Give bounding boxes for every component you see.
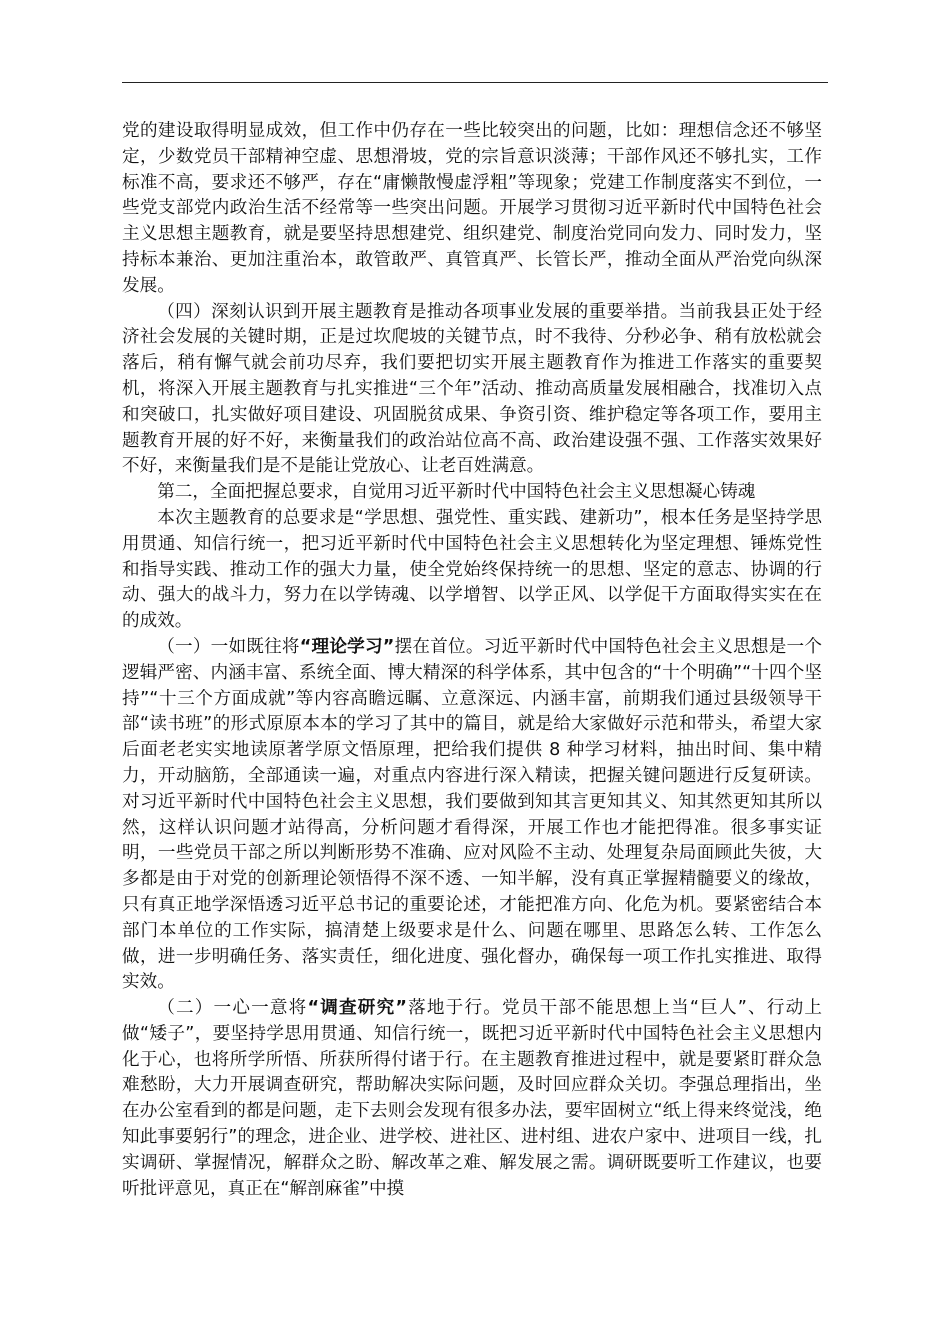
paragraph-5 [122,996,822,1202]
section-heading-2-text: 第二，全面把握总要求，自觉用习近平新时代中国特色社会主义思想凝心铸魂 [157,482,756,503]
paragraph-1-text: 党的建设取得明显成效，但工作中仍存在一些比较突出的问题，比如：理想信念还不够坚定，少数党员干部精神空虚、思想滑坡，党的宗旨意识淡薄；干部作风还不够扎实，工作标准不高，要求还不够严，存在“庸懒散慢虚浮粗”等现象；党建工作制度落实不到位，一些党支部党内政治生活不经常等一些突出问题。开展学习贯彻习近平新时代中国特色社会主义思想主题教育，就是要坚持思想建党、组织建党、制度治党同向发力、同时发力，坚持标本兼治、更加注重治本，敢管敢严、真管真严、长管长严，推动全面从严治党向纵深发展。 [122,121,822,296]
paragraph-5-lead: （二）一心一意将 [157,998,308,1019]
paragraph-4-text: 摆在首位。习近平新时代中国特色社会主义思想是一个逻辑严密、内涵丰富、系统全面、博大精深的科学体系，其中包含的“十个明确”“十四个坚持”“十三个方面成就”等内容高瞻远瞩、立意深远、内涵丰富，前期我们通过县级领导干部“读书班”的形式原原本本的学习了其中的篇目，就是给大家做好示范和带头，希望大家后面老老实实地读原著学原文悟原理，把给我们提供 8 种学习材料，抽出时间、集中精力，开动脑筋，全部通读一遍，对重点内容进行深入精读，把握关键问题进行反复研读。对习近平新时代中国特色社会主义思想，我们要做到知其言更知其义、知其然更知其所以然，这样认识问题才站得高，分析问题才看得深，开展工作也才能把得准。很多事实证明，一些党员干部之所以判断形势不准确、应对风险不主动、处理复杂局面顾此失彼，大多都是由于对党的创新理论领悟得不深不透、一知半解，没有真正掌握精髓要义的缘故，只有真正地学深悟透习近平总书记的重要论述，才能把准方向、化危为机。要紧密结合本部门本单位的工作实际，搞清楚上级要求是什么、问题在哪里、思路怎么转、工作怎么做，进一步明确任务、落实责任，细化进度、强化督办，确保每一项工作扎实推进、取得实效。 [122,636,822,993]
header-rule [122,82,828,83]
paragraph-4-bold-term: “理论学习” [299,636,395,657]
paragraph-3-text: 本次主题教育的总要求是“学思想、强党性、重实践、建新功”，根本任务是坚持学思用贯通、知信行统一，把习近平新时代中国特色社会主义思想转化为坚定理想、锤炼党性和指导实践、推动工作的强大力量，使全党始终保持统一的思想、坚定的意志、协调的行动、强大的战斗力，努力在以学铸魂、以学增智、以学正风、以学促干方面取得实实在在的成效。 [122,507,822,632]
paragraph-5-bold-term: “调查研究” [307,998,407,1019]
document-body [122,119,822,1202]
section-heading-2 [122,480,822,506]
paragraph-4-lead: （一）一如既往将 [157,636,300,657]
paragraph-1 [122,119,822,300]
paragraph-2 [122,300,822,481]
paragraph-2-text: （四）深刻认识到开展主题教育是推动各项事业发展的重要举措。当前我县正处于经济社会发展的关键时期，正是过坎爬坡的关键节点，时不我待、分秒必争、稍有放松就会落后，稍有懈气就会前功尽弃，我们要把切实开展主题教育作为推进工作落实的重要契机，将深入开展主题教育与扎实推进“三个年”活动、推动高质量发展相融合，找准切入点和突破口，扎实做好项目建设、巩固脱贫成果、争资引资、维护稳定等各项工作，要用主题教育开展的好不好，来衡量我们的政治站位高不高、政治建设强不强、工作落实效果好不好，来衡量我们是不是能让党放心、让老百姓满意。 [122,301,822,477]
paragraph-3 [122,506,822,635]
paragraph-4 [122,635,822,996]
paragraph-5-text: 落地于行。党员干部不能思想上当“巨人”、行动上做“矮子”，要坚持学思用贯通、知信行统一，既把习近平新时代中国特色社会主义思想内化于心，也将所学所悟、所获所得付诸于行。在主题教育推进过程中，就是要紧盯群众急难愁盼，大力开展调查研究，帮助解决实际问题，及时回应群众关切。李强总理指出，坐在办公室看到的都是问题，走下去则会发现有很多办法，要牢固树立“纸上得来终觉浅，绝知此事要躬行”的理念，进企业、进学校、进社区、进村组、进农户家中、进项目一线，扎实调研、掌握情况，解群众之盼、解改革之难、解发展之需。调研既要听工作建议，也要听批评意见，真正在“解剖麻雀”中摸 [122,998,822,1199]
